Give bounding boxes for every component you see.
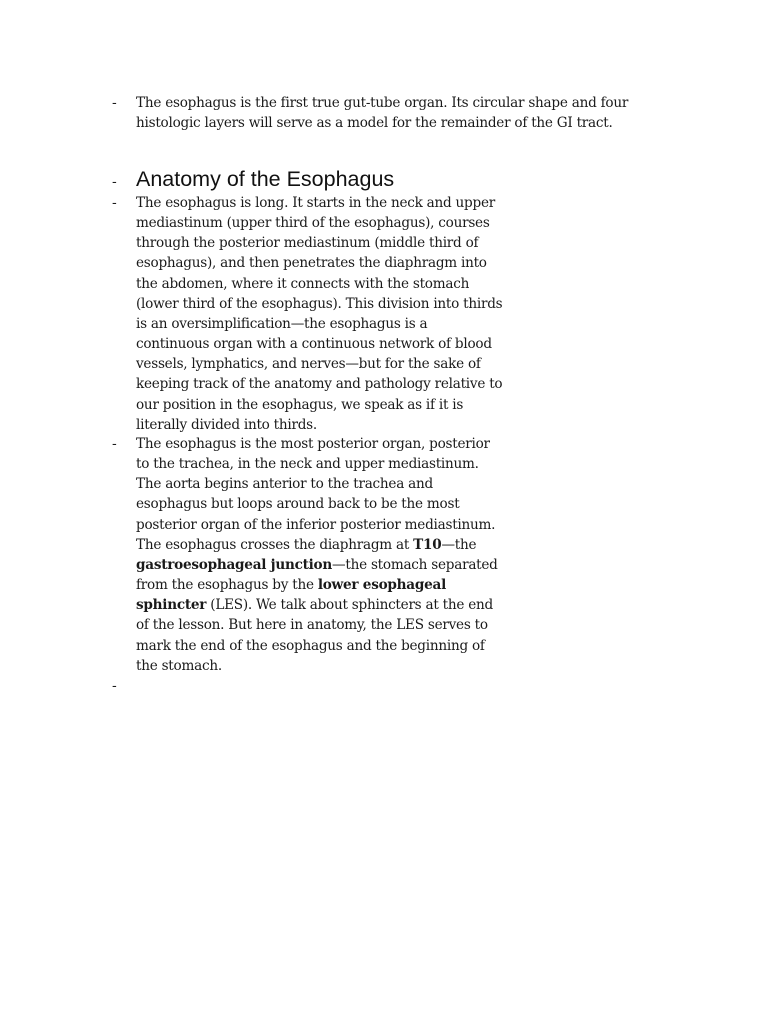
t10-bold: T10 <box>413 536 442 553</box>
gastroesophageal-junction-bold: gastroesophageal junction <box>136 556 333 573</box>
empty-bullet <box>112 676 136 696</box>
bullet-dash: - <box>112 95 117 111</box>
paragraph-2-text <box>136 434 504 676</box>
bullet-dash: - <box>112 436 117 452</box>
intro-text: The esophagus is the first true gut-tube organ. Its circular shape and four histologic layers will serve as a model for the remainder of the GI tract. <box>136 95 629 132</box>
paragraph-2-part-1: The esophagus is the most posterior organ, posterior to the trachea, in the neck and upper mediastinum. The aorta begins anterior to the trachea and esophagus but loops around back to be the most posterior organ of the inferior posterior mediastinum. The esophagus crosses the diaphragm at <box>136 436 496 553</box>
section-heading-bullet <box>112 166 394 192</box>
bullet-dash: - <box>112 678 117 694</box>
paragraph-2-part-3: —the stomach separated from the esophagus by the <box>136 556 498 594</box>
paragraph-2-bullet <box>112 434 504 676</box>
bullet-dash: - <box>112 195 117 211</box>
paragraph-1-text: The esophagus is long. It starts in the neck and upper mediastinum (upper third of the esophagus), courses through the posterior mediastinum (middle third of esophagus), and then penetrates the diaphragm into the abdomen, where it connects with the stomach (lower third of the esophagus). This division into thirds is an oversimplification—the esophagus is a continuous organ with a continuous network of blood vessels, lymphatics, and nerves—but for the sake of keeping track of the anatomy and pathology relative to our position in the esophagus, we speak as if it is literally divided into thirds. <box>136 195 503 433</box>
intro-bullet <box>112 93 636 133</box>
bullet-dash: - <box>112 174 117 190</box>
section-heading: Anatomy of the Esophagus <box>136 167 395 191</box>
lower-esophageal-sphincter-bold: lower esophageal sphincter <box>136 577 446 614</box>
paragraph-2-part-4: (LES). We talk about sphincters at the end of the lesson. But here in anatomy, the LES serves to mark the end of the esophagus and the beginning of the stomach. <box>136 597 493 674</box>
paragraph-1-bullet <box>112 193 504 435</box>
paragraph-2-part-2: —the <box>441 536 477 553</box>
